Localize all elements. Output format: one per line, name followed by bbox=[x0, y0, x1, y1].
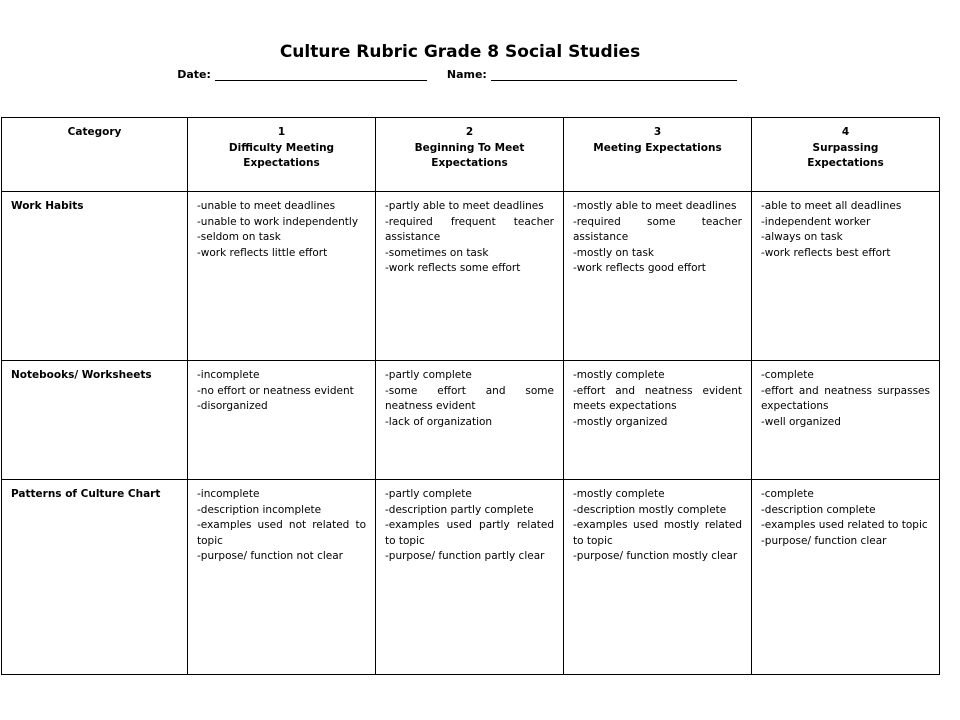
criteria-cell bbox=[752, 480, 940, 675]
criterion: -work reflects some effort bbox=[385, 262, 521, 274]
header-level-2 bbox=[376, 118, 564, 192]
criterion: -work reflects best effort bbox=[761, 246, 891, 259]
criterion: -no effort or neatness evident bbox=[197, 384, 354, 397]
criteria-cell bbox=[376, 480, 564, 675]
header-level-number: 2 bbox=[465, 126, 474, 138]
header-level-label: Expectations bbox=[431, 157, 508, 169]
criterion: -description partly complete bbox=[385, 503, 534, 516]
criterion: -examples used not related to topic bbox=[197, 519, 366, 547]
criteria-cell bbox=[376, 192, 564, 361]
category-cell: Patterns of Culture Chart bbox=[2, 480, 188, 675]
criterion: -partly complete bbox=[385, 488, 472, 500]
rubric-table bbox=[1, 117, 940, 675]
criterion: -work reflects little effort bbox=[197, 246, 328, 259]
date-label: Date: bbox=[177, 68, 211, 81]
header-level-label: Meeting Expectations bbox=[593, 141, 722, 154]
criterion: -description incomplete bbox=[197, 503, 322, 516]
criterion: -partly complete bbox=[385, 369, 472, 381]
rubric-row-work-habits bbox=[2, 192, 940, 361]
criterion: -mostly complete bbox=[573, 488, 665, 500]
criterion: -incomplete bbox=[197, 488, 260, 500]
criterion: -partly able to meet deadlines bbox=[385, 200, 544, 212]
criterion: -disorganized bbox=[197, 400, 268, 412]
header-row bbox=[2, 118, 940, 192]
category-cell: Notebooks/ Worksheets bbox=[2, 361, 188, 480]
criterion: -examples used mostly related to topic bbox=[573, 519, 742, 547]
criterion: -always on task bbox=[761, 231, 843, 243]
criterion: -incomplete bbox=[197, 369, 260, 381]
criteria-cell bbox=[188, 192, 376, 361]
name-label: Name: bbox=[446, 68, 487, 81]
criteria-cell bbox=[752, 361, 940, 480]
criterion: -lack of organization bbox=[385, 415, 493, 428]
criteria-cell bbox=[564, 480, 752, 675]
criterion: -purpose/ function mostly clear bbox=[573, 550, 738, 562]
date-name-line bbox=[0, 68, 920, 81]
header-level-label: Difficulty Meeting bbox=[228, 141, 335, 154]
header-level-label: Expectations bbox=[807, 157, 884, 169]
criteria-cell bbox=[752, 192, 940, 361]
criterion: -mostly on task bbox=[573, 246, 655, 259]
header-label: Category bbox=[67, 126, 122, 138]
criterion: -effort and neatness surpasses expectations bbox=[761, 384, 930, 412]
criterion: -mostly able to meet deadlines bbox=[573, 200, 737, 212]
name-blank[interactable] bbox=[491, 68, 737, 81]
page-title: Culture Rubric Grade 8 Social Studies bbox=[279, 42, 641, 62]
header-level-1 bbox=[188, 118, 376, 192]
rubric-row-patterns-of-culture bbox=[2, 480, 940, 675]
category-cell: Work Habits bbox=[2, 192, 188, 361]
header-level-number: 4 bbox=[841, 126, 850, 138]
rubric-row-notebooks bbox=[2, 361, 940, 480]
criterion: -unable to meet deadlines bbox=[197, 200, 336, 212]
criterion: -some effort and some neatness evident bbox=[385, 384, 554, 412]
header-level-3 bbox=[564, 118, 752, 192]
criterion: -description mostly complete bbox=[573, 503, 727, 516]
criterion: -able to meet all deadlines bbox=[761, 200, 902, 212]
criterion: -examples used partly related to topic bbox=[385, 519, 554, 547]
criterion: -independent worker bbox=[761, 215, 871, 228]
criteria-cell bbox=[376, 361, 564, 480]
criterion: -required some teacher assistance bbox=[573, 215, 742, 243]
criterion: -mostly organized bbox=[573, 415, 668, 428]
criteria-cell bbox=[188, 361, 376, 480]
header-category bbox=[2, 118, 188, 192]
header-level-number: 3 bbox=[653, 126, 662, 138]
header-level-label: Expectations bbox=[243, 157, 320, 169]
criterion: -description complete bbox=[761, 503, 876, 516]
criterion: -complete bbox=[761, 488, 814, 500]
criteria-cell bbox=[564, 361, 752, 480]
criterion: -mostly complete bbox=[573, 369, 665, 381]
criterion: -unable to work independently bbox=[197, 215, 359, 228]
criterion: -well organized bbox=[761, 415, 841, 428]
criterion: -work reflects good effort bbox=[573, 262, 706, 274]
date-blank[interactable] bbox=[215, 68, 427, 81]
criterion: -purpose/ function partly clear bbox=[385, 550, 545, 562]
criterion: -sometimes on task bbox=[385, 246, 489, 259]
criterion: -effort and neatness evident meets expectations bbox=[573, 384, 742, 412]
header-level-4 bbox=[752, 118, 940, 192]
criterion: -examples used related to topic bbox=[761, 519, 928, 531]
criterion: -required frequent teacher assistance bbox=[385, 215, 554, 243]
header-level-label: Beginning To Meet bbox=[414, 141, 525, 154]
criterion: -seldom on task bbox=[197, 231, 281, 243]
criterion: -complete bbox=[761, 369, 814, 381]
criterion: -purpose/ function clear bbox=[761, 534, 887, 547]
header-level-number: 1 bbox=[277, 126, 286, 138]
criteria-cell bbox=[564, 192, 752, 361]
criteria-cell bbox=[188, 480, 376, 675]
header-level-label: Surpassing bbox=[812, 141, 879, 154]
criterion: -purpose/ function not clear bbox=[197, 550, 343, 562]
